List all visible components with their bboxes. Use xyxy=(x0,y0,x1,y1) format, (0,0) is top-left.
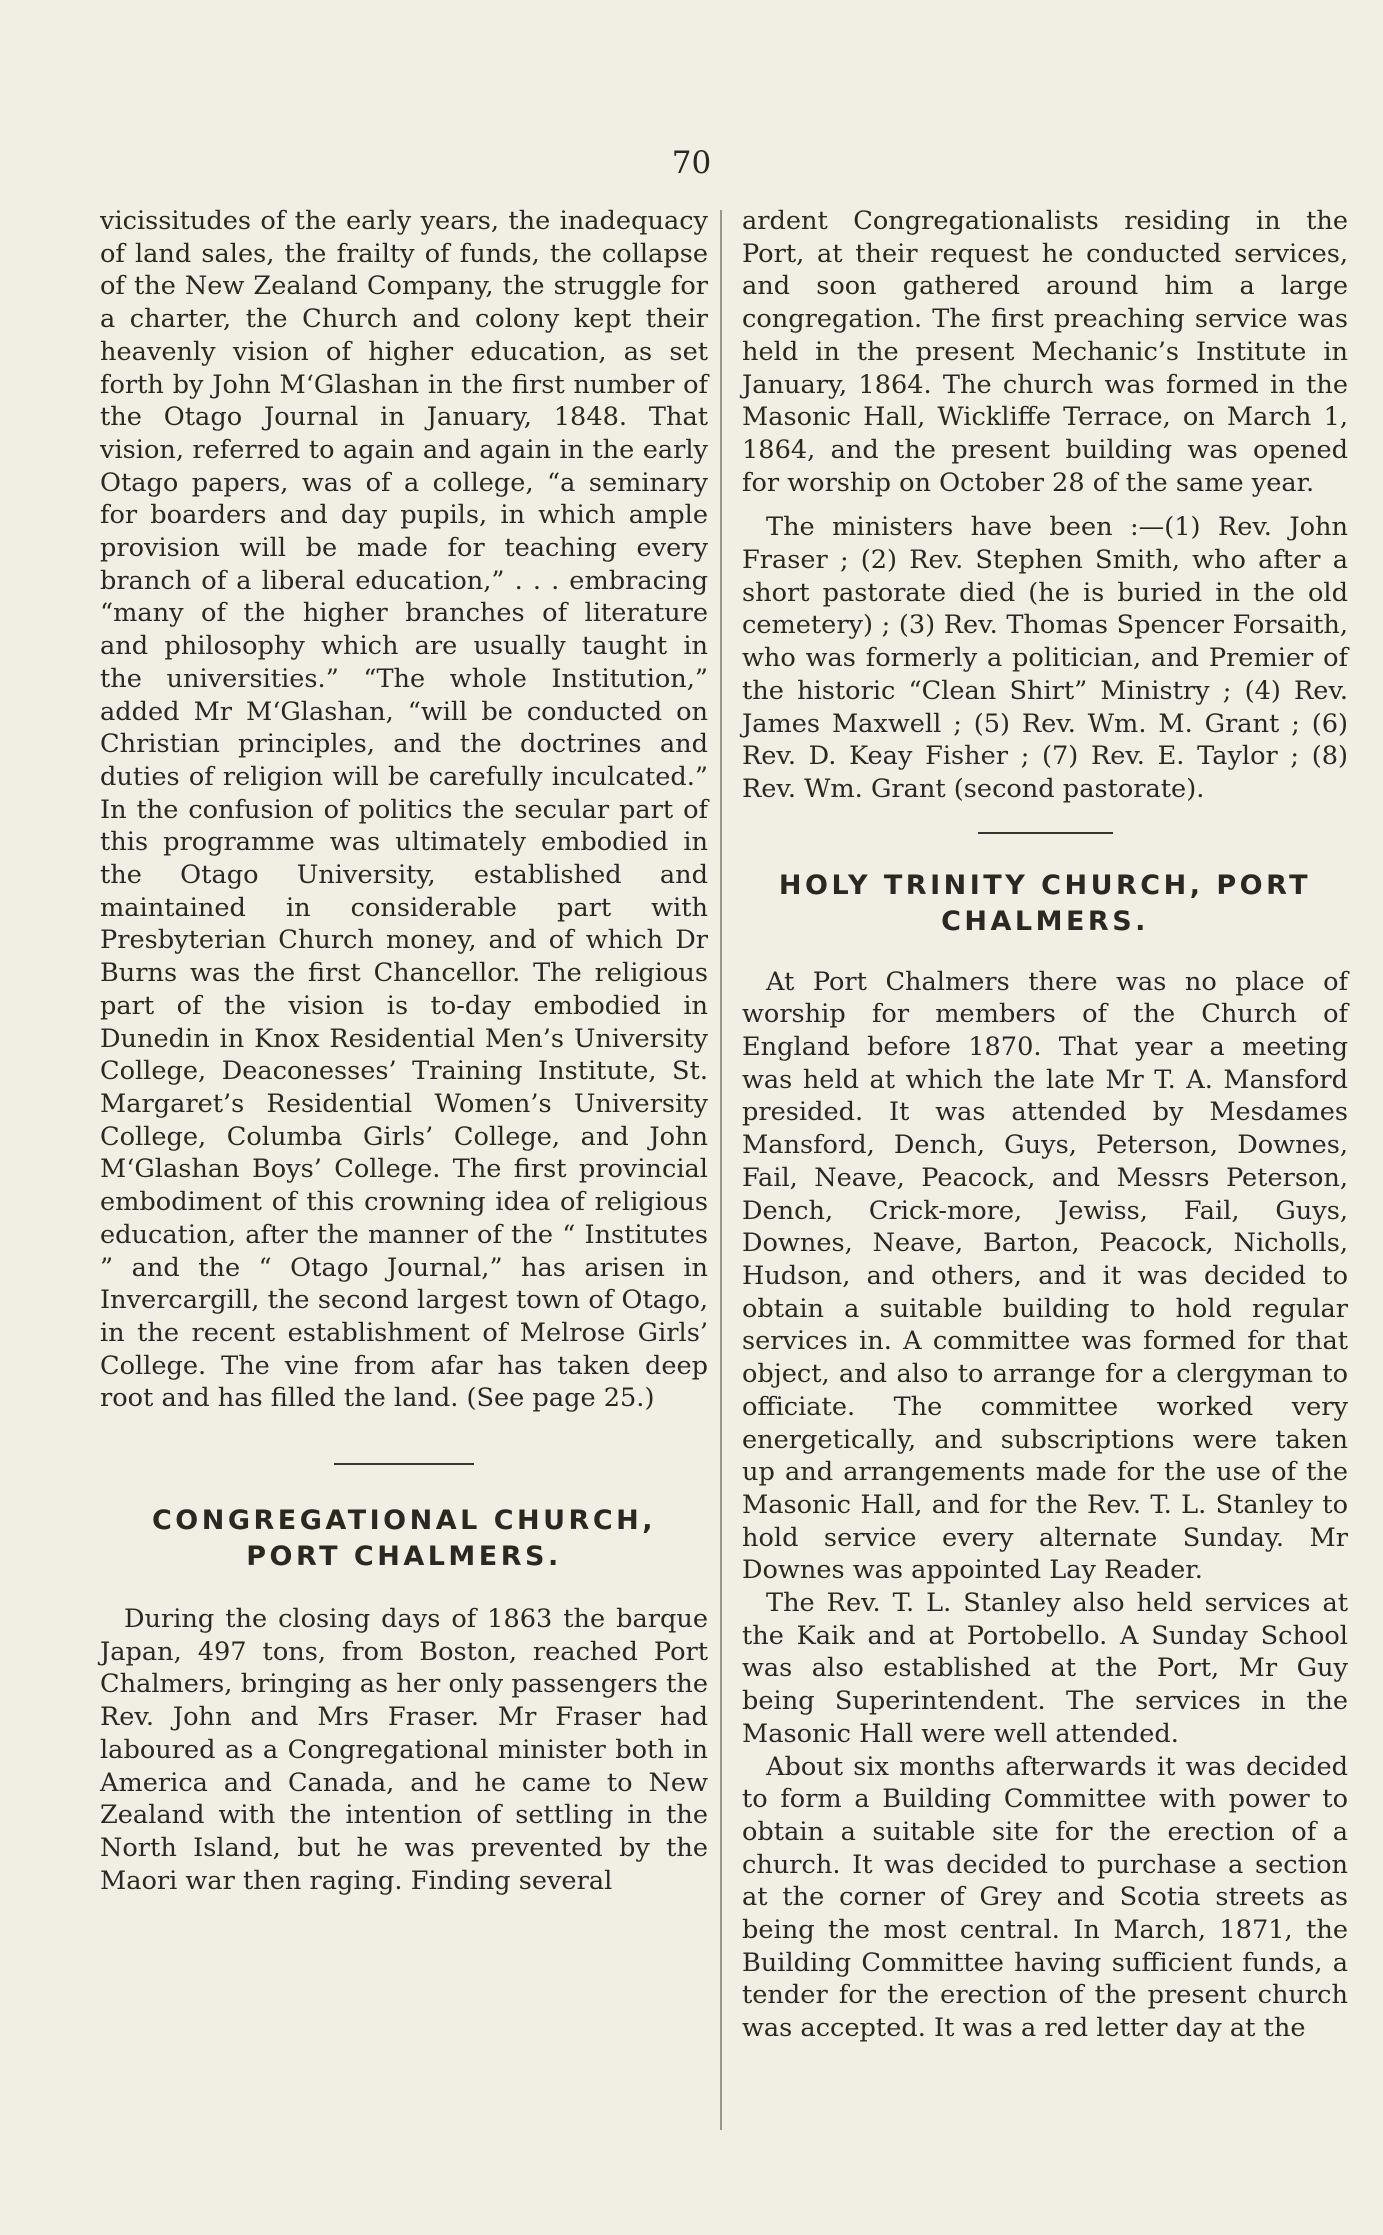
page-number: 70 xyxy=(671,145,712,181)
congregational-paragraph: During the closing days of 1863 the barque Japan, 497 tons, from Boston, reached Port Chalmers, bringing as her only passengers the Rev. John and Mrs Fraser. Mr Fraser had laboured as a Congregational minister both in America and Canada, and he came to New Zealand with the intention of settling in the North Island, but he was prevented by the Maori war then raging. Finding several xyxy=(100,1604,708,1896)
column-divider xyxy=(720,210,722,2130)
sunday-school-paragraph: The Rev. T. L. Stanley also held services at the Kaik and at Portobello. A Sunday School was also established at the Port, Mr Guy being Superintendent. The services in the Masonic Hall were well attended. xyxy=(742,1588,1348,1749)
holy-trinity-paragraph: At Port Chalmers there was no place of worship for members of the Church of England before 1870. That year a meeting was held at which the late Mr T. A. Mansford presided. It was attended by Mesdames Mansford, Dench, Guys, Peterson, Downes, Fail, Neave, Peacock, and Messrs Peterson, Dench, Crick-more, Jewiss, Fail, Guys, Downes, Neave, Barton, Peacock, Nicholls, Hudson, and others, and it was decided to obtain a suitable building to hold regular services in. A committee was formed for that object, and also to arrange for a clergyman to officiate. The committee worked very energetically, and subscriptions were taken up and arrangements made for the use of the Masonic Hall, and for the Rev. T. L. Stanley to hold service every alternate Sunday. Mr Downes was appointed Lay Reader. xyxy=(742,966,1348,1586)
holy-trinity-heading-line1: HOLY TRINITY CHURCH, PORT xyxy=(778,869,1312,901)
building-committee-paragraph: About six months afterwards it was decided to form a Building Committee with power to obtain a suitable site for the erection of a church. It was decided to purchase a section at the corner of Grey and Scotia streets as being the most central. In March, 1871, the Building Committee having sufficient funds, a tender for the erection of the present church was accepted. It was a red letter day at the xyxy=(742,1751,1348,2044)
right-column xyxy=(742,205,1348,2045)
ministers-paragraph: The ministers have been :—(1) Rev. John Fraser ; (2) Rev. Stephen Smith, who after a short pastorate died (he is buried in the old cemetery) ; (3) Rev. Thomas Spencer Forsaith, who was formerly a politician, and Premier of the historic “Clean Shirt” Ministry ; (4) Rev. James Maxwell ; (5) Rev. Wm. M. Grant ; (6) Rev. D. Keay Fisher ; (7) Rev. E. Taylor ; (8) Rev. Wm. Grant (second pastorate). xyxy=(742,512,1348,804)
section-divider xyxy=(334,1463,474,1465)
education-vision-paragraph: vicissitudes of the early years, the inadequacy of land sales, the frailty of funds, the collapse of the New Zealand Company, the struggle for a charter, the Church and colony kept their heavenly vision of higher education, as set forth by John M‘Glashan in the first number of the Otago Journal in January, 1848. That vision, referred to again and again in the early Otago papers, was of a college, “a seminary for boarders and day pupils, in which ample provision will be made for teaching every branch of a liberal education,” . . . embracing “many of the higher branches of literature and philosophy which are usually taught in the universities.” “The whole Institution,” added Mr M‘Glashan, “will be conducted on Christian principles, and the doctrines and duties of religion will be carefully inculcated.” In the confusion of politics the secular part of this programme was ultimately embodied in the Otago University, established and maintained in considerable part with Presbyterian Church money, and of which Dr Burns was the first Chancellor. The religious part of the vision is to-day embodied in Dunedin in Knox Residential Men’s University College, Deaconesses’ Training Institute, St. Margaret’s Residential Women’s University College, Columba Girls’ College, and John M‘Glashan Boys’ College. The first provincial embodiment of this crowning idea of religious education, after the manner of the “ Institutes ” and the “ Otago Journal,” has arisen in Invercargill, the second largest town of Otago, in the recent establishment of Melrose Girls’ College. The vine from afar has taken deep root and has filled the land. (See page 25.) xyxy=(100,206,708,1414)
holy-trinity-heading-line2: CHALMERS. xyxy=(941,905,1149,937)
congregational-heading-line1: CONGREGATIONAL CHURCH, xyxy=(151,1505,657,1537)
congregational-continued-paragraph: ardent Congregationalists residing in the Port, at their request he conducted services, and soon gathered around him a large congregation. The first preaching service was held in the present Mechanic’s Institute in January, 1864. The church was formed in the Masonic Hall, Wickliffe Terrace, on March 1, 1864, and the present building was opened for worship on October 28 of the same year. xyxy=(742,206,1348,498)
left-column xyxy=(100,205,708,1897)
congregational-heading-line2: PORT CHALMERS. xyxy=(246,1541,562,1573)
section-divider xyxy=(978,832,1113,834)
